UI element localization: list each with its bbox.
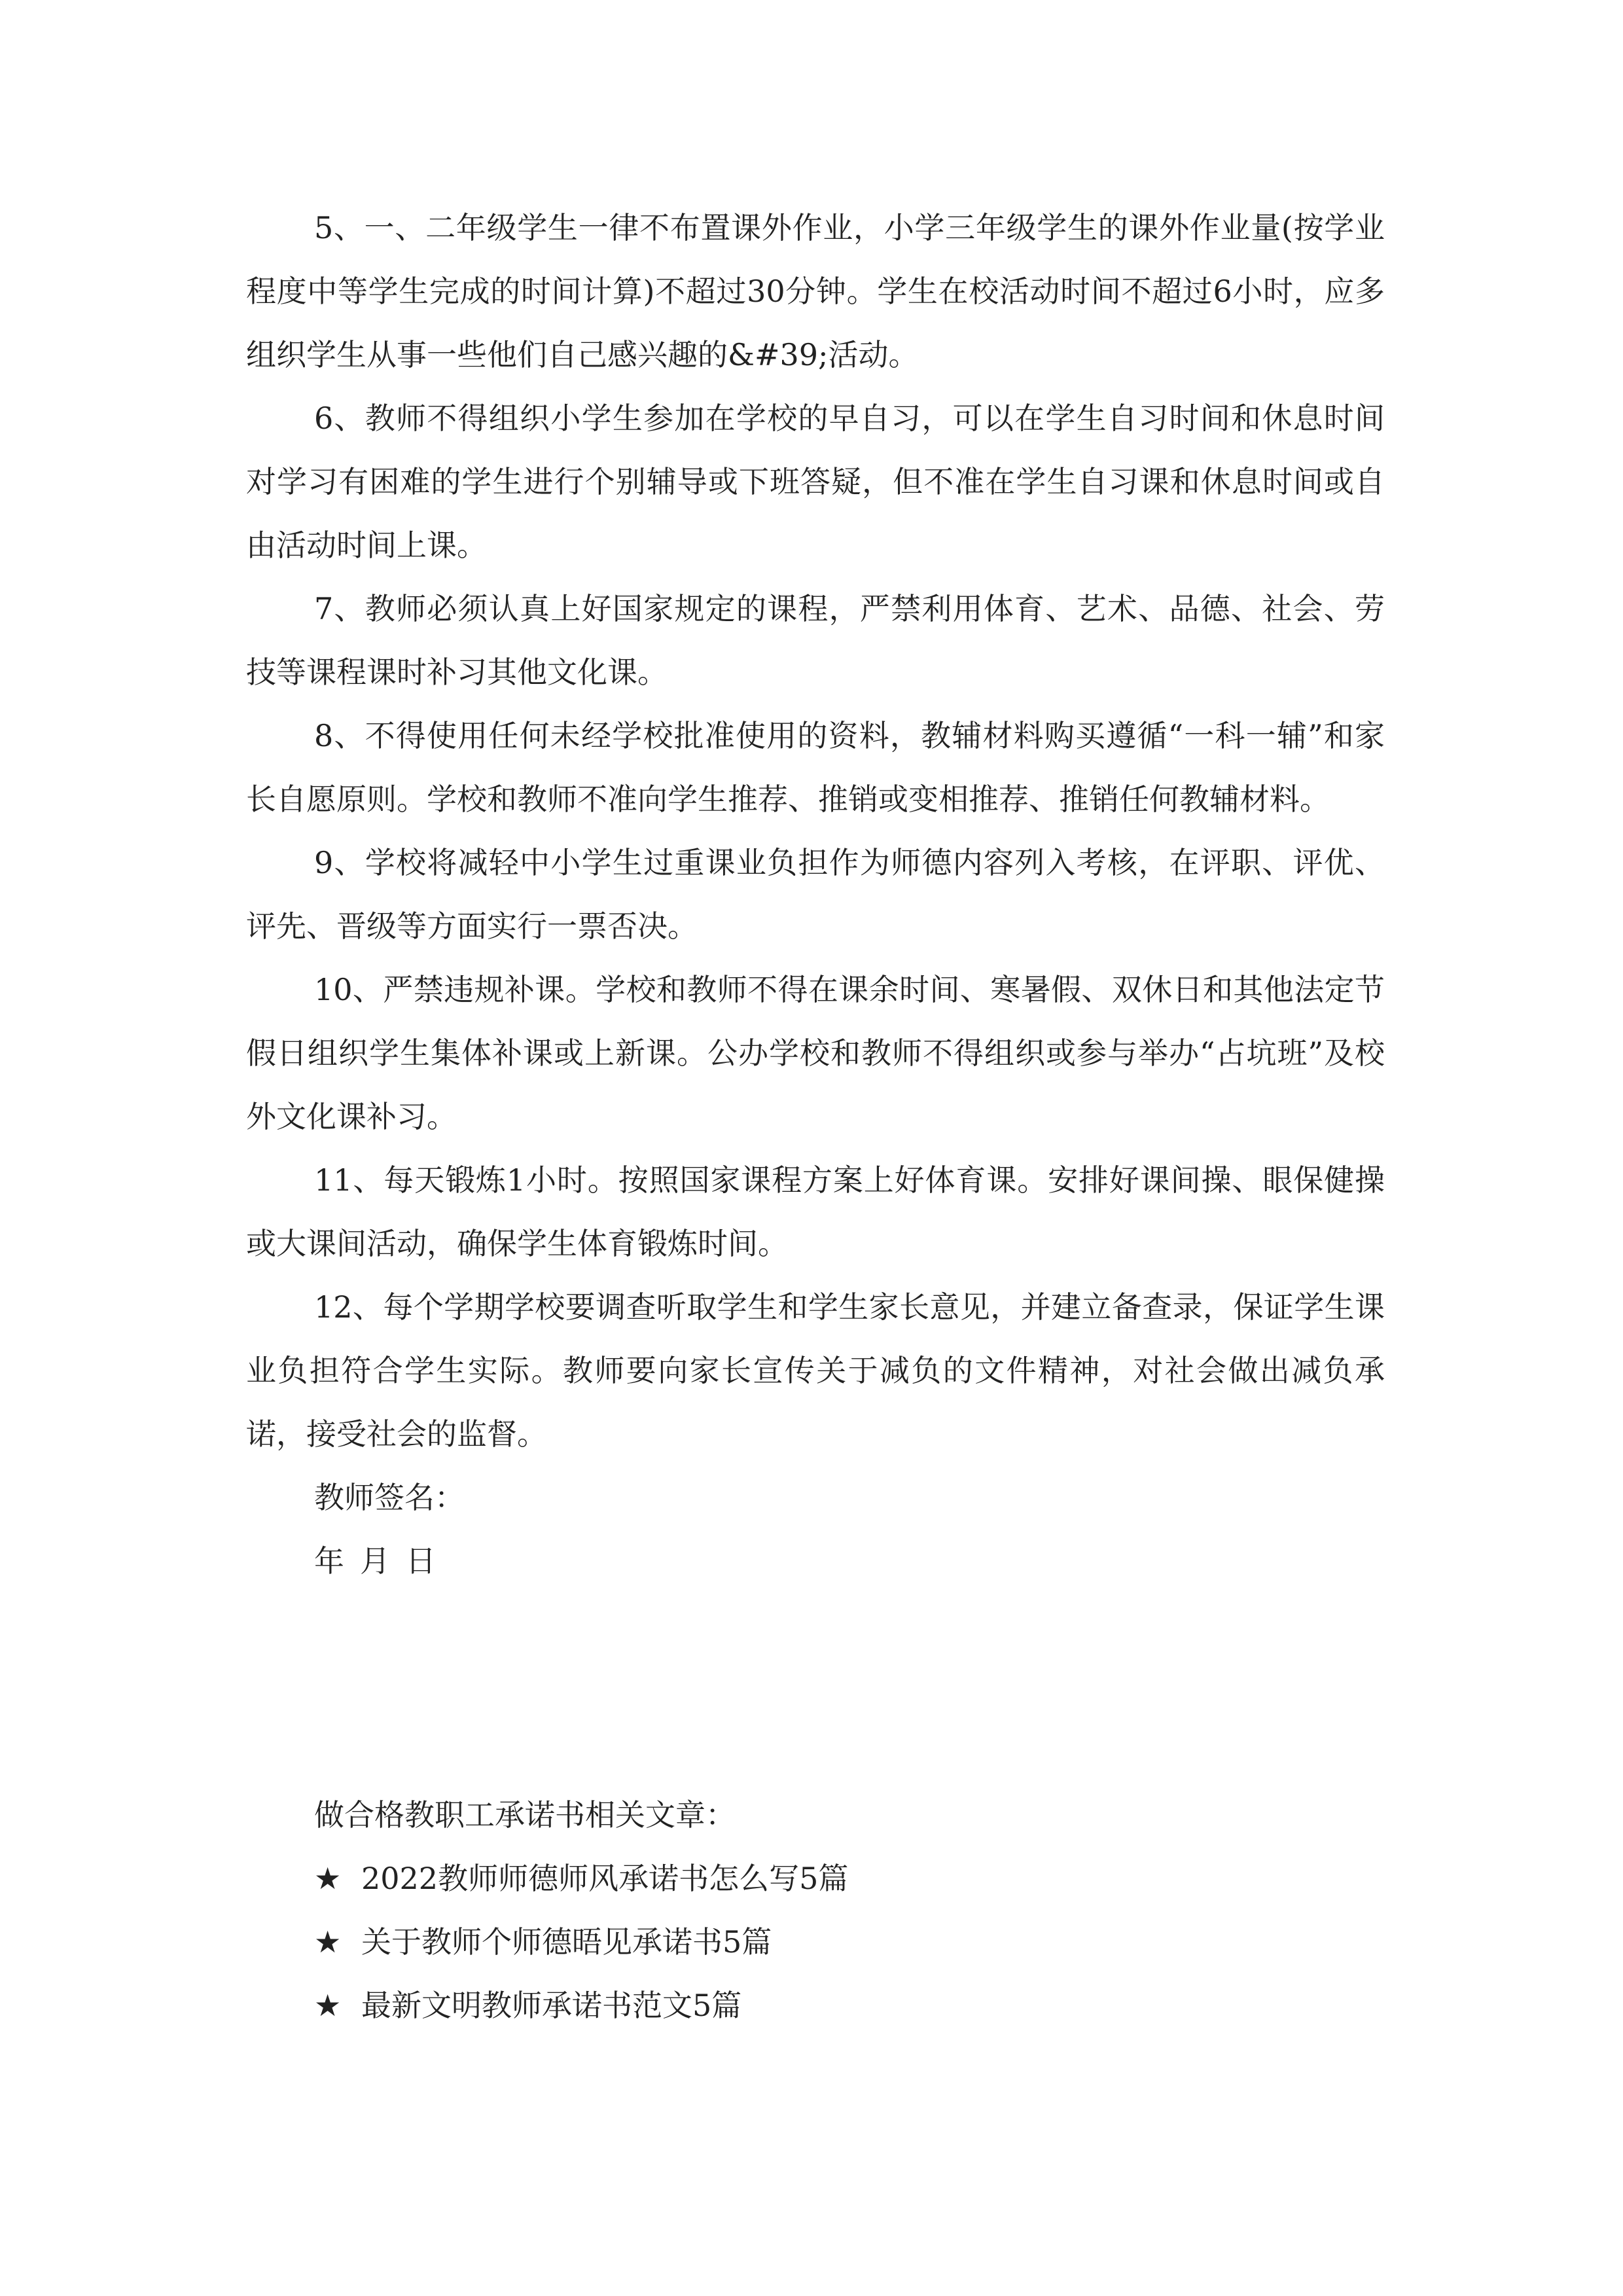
document-body [246, 196, 1385, 2037]
paragraph-5: 5、一、二年级学生一律不布置课外作业，小学三年级学生的课外作业量(按学业程度中等学生完成的时间计算)不超过30分钟。学生在校活动时间不超过6小时，应多组织学生从事一些他们自己感兴趣的&#39;活动。 [246, 210, 1385, 372]
paragraph-9: 9、学校将减轻中小学生过重课业负担作为师德内容列入考核，在评职、评优、评先、晋级等方面实行一票否决。 [246, 845, 1385, 944]
paragraph-6: 6、教师不得组织小学生参加在学校的早自习，可以在学生自习时间和休息时间对学习有困难的学生进行个别辅导或下班答疑，但不准在学生自习课和休息时间或自由活动时间上课。 [246, 401, 1385, 563]
related-link-1[interactable] [246, 1847, 1385, 1910]
paragraph-12: 12、每个学期学校要调查听取学生和学生家长意见，并建立备查录，保证学生课业负担符合学生实际。教师要向家长宣传关于减负的文件精神，对社会做出减负承诺，接受社会的监督。 [246, 1289, 1385, 1452]
paragraph-8: 8、不得使用任何未经学校批准使用的资料，教辅材料购买遵循“一科一辅”和家长自愿原则。学校和教师不准向学生推荐、推销或变相推荐、推销任何教辅材料。 [246, 718, 1385, 817]
star-icon: ★ [314, 1861, 342, 1896]
related-link-2-label: 关于教师个师德晤见承诺书5篇 [361, 1924, 772, 1960]
date-day: 日 [406, 1543, 436, 1579]
paragraph-10: 10、严禁违规补课。学校和教师不得在课余时间、寒暑假、双休日和其他法定节假日组织学生集体补课或上新课。公办学校和教师不得组织或参与举办“占坑班”及校外文化课补习。 [246, 972, 1385, 1134]
date-year: 年 [314, 1543, 344, 1579]
related-heading: 做合格教职工承诺书相关文章： [314, 1797, 736, 1833]
paragraph-11: 11、每天锻炼1小时。按照国家课程方案上好体育课。安排好课间操、眼保健操或大课间活动，确保学生体育锻炼时间。 [246, 1162, 1385, 1261]
related-link-3-label: 最新文明教师承诺书范文5篇 [361, 1988, 742, 2023]
star-icon: ★ [314, 1924, 342, 1960]
related-link-3[interactable] [246, 1974, 1385, 2037]
signature-label: 教师签名： [314, 1480, 465, 1515]
section-spacer [246, 1593, 1385, 1784]
related-link-1-label: 2022教师师德师风承诺书怎么写5篇 [361, 1861, 849, 1896]
star-icon: ★ [314, 1988, 342, 2023]
related-link-2[interactable] [246, 1910, 1385, 1974]
date-month: 月 [360, 1543, 390, 1579]
paragraph-7: 7、教师必须认真上好国家规定的课程，严禁利用体育、艺术、品德、社会、劳技等课程课时补习其他文化课。 [246, 591, 1385, 690]
signature-date [246, 1530, 1385, 1593]
